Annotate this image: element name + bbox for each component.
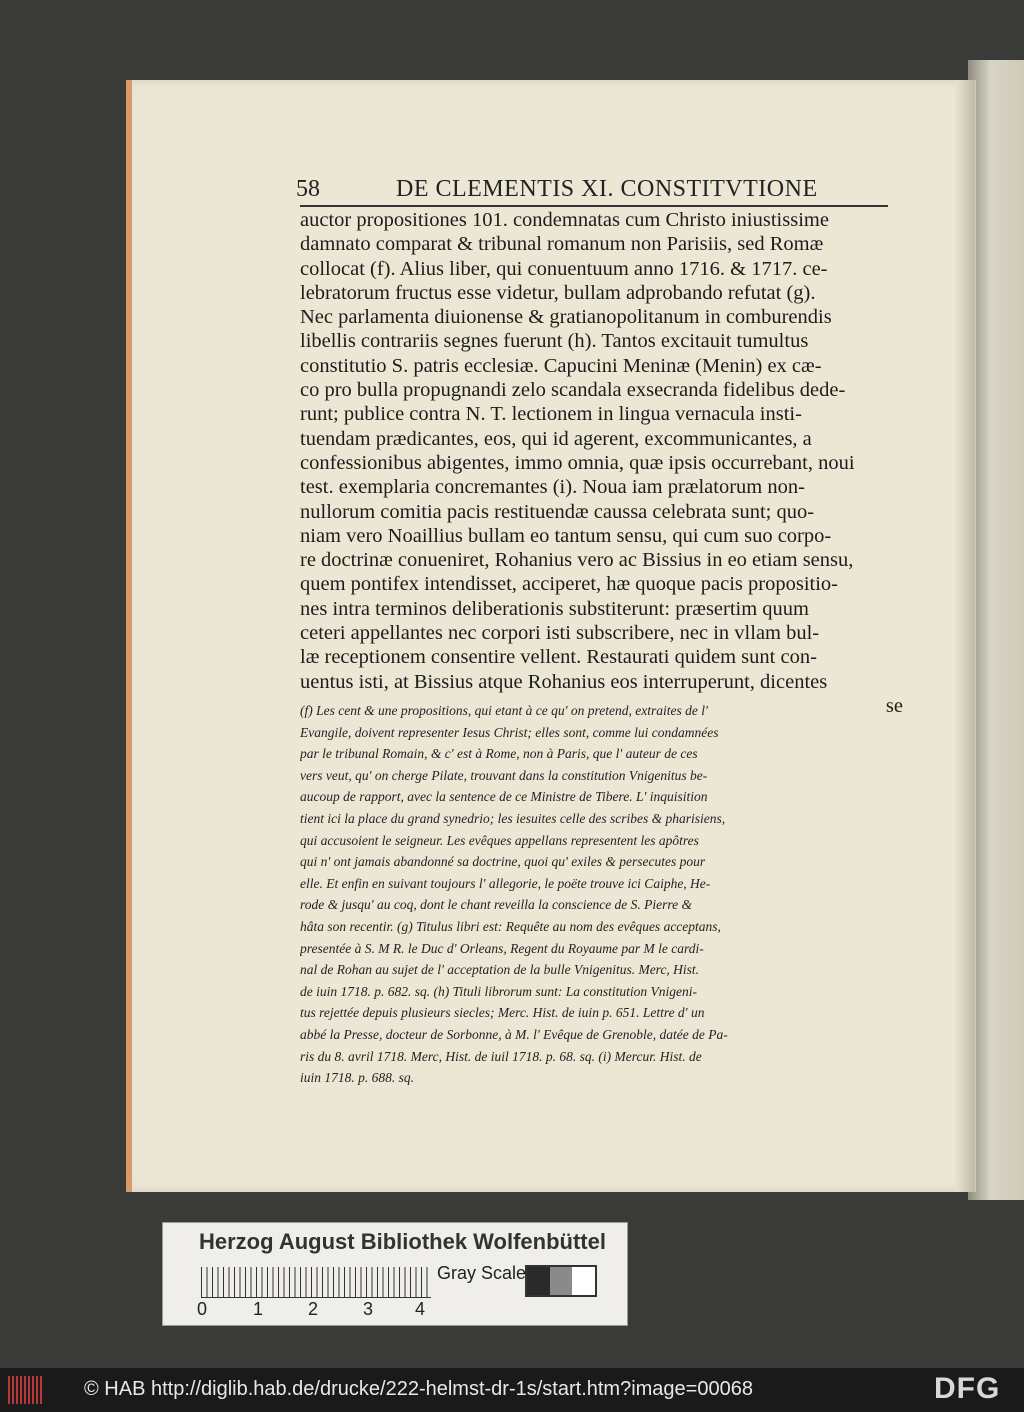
gray-swatch-white (572, 1267, 595, 1295)
text-line: nullorum comitia pacis restituendæ caussa celebrata sunt; quo- (300, 500, 815, 523)
footnote-line: rode & jusqu' au coq, dont le chant reveilla la conscience de S. Pierre & (300, 897, 693, 913)
gray-swatch-dark (527, 1267, 550, 1295)
footnote-line: tus rejettée depuis plusieurs siecles; Merc. Hist. de iuin p. 651. Lettre d' un (300, 1005, 705, 1021)
text-line: ceteri appellantes nec corpori isti subscribere, nec in vllam bul- (300, 622, 820, 645)
footnote-line: ris du 8. avril 1718. Merc, Hist. de iuil 1718. p. 68. sq. (i) Mercur. Hist. de (300, 1048, 702, 1064)
barcode-icon (8, 1376, 42, 1404)
text-line: runt; publice contra N. T. lectionem in lingua vernacula insti- (300, 403, 802, 426)
footnote-line: iuin 1718. p. 688. sq. (300, 1070, 415, 1086)
text-line: Nec parlamenta diuionense & gratianopolitanum in comburendis (300, 306, 832, 329)
text-line: tuendam prædicantes, eos, qui id agerent, excommunicantes, a (300, 427, 812, 450)
adjacent-page-edge (968, 60, 1024, 1200)
text-line: auctor propositiones 101. condemnatas cum Christo iniustissime (300, 209, 829, 231)
footnote-line: nal de Rohan au sujet de l' acceptation de la bulle Vnigenitus. Merc, Hist. (300, 962, 700, 978)
footnote-line: presentée à S. M R. le Duc d' Orleans, Regent du Royaume par M le cardi- (300, 940, 704, 956)
footnote-line: qui n' ont jamais abandonné sa doctrine, quoi qu' exiles & persecutes pour (300, 854, 706, 870)
footer-bar (0, 1368, 1024, 1412)
running-head-title: DE CLEMENTIS XI. CONSTITVTIONE (396, 176, 818, 202)
dfg-logo: DFG (934, 1372, 1001, 1405)
ruler-number: 0 (197, 1299, 208, 1319)
footnote-line: aucoup de rapport, avec la sentence de ce Ministre de Tibere. L' inquisition (300, 789, 708, 805)
gray-scale-label: Gray Scale (437, 1263, 527, 1283)
running-head (296, 176, 892, 202)
text-line: damnato comparat & tribunal romanum non Parisiis, sed Romæ (300, 233, 824, 256)
footnote-line: (f) Les cent & une propositions, qui etant à ce qu' on pretend, extraites de l' (300, 703, 708, 718)
footnote-line: de iuin 1718. p. 682. sq. (h) Tituli librorum sunt: La constitution Vnigeni- (300, 983, 698, 999)
text-line: libellis contrariis segnes fuerunt (h). Tantos excitauit tumultus (300, 330, 809, 353)
gray-scale-swatches (525, 1265, 597, 1297)
text-line: læ receptionem consentire vellent. Restaurati quidem sunt con- (300, 646, 817, 669)
page-number: 58 (296, 176, 320, 202)
text-line: test. exemplaria concremantes (i). Noua iam prælatorum non- (300, 476, 805, 499)
footnote-line: tient ici la place du grand synedrio; les iesuites celle des scribes & pharisiens, (300, 810, 726, 826)
footnote-line: elle. Et enfin en suivant toujours l' allegorie, le poëte trouve ici Caiphe, He- (300, 875, 711, 891)
text-line: co pro bulla propugnandi zelo scandala exsecranda fidelibus dede- (300, 379, 846, 402)
ruler-scale (201, 1267, 431, 1298)
color-scale-card (162, 1222, 628, 1326)
footnote-line: par le tribunal Romain, & c' est à Rome, non à Paris, que l' auteur de ces (300, 746, 698, 762)
text-line: quem pontifex intendisset, acciperet, hæ quoque pacis propositio- (300, 573, 838, 596)
footnote-line: qui accusoient le seigneur. Les evêques appellans representent les apôtres (300, 832, 699, 848)
catchword: se (885, 694, 903, 717)
ruler-number: 2 (308, 1299, 319, 1319)
text-line: niam vero Noaillius bullam eo tantum sensu, qui cum suo corpo- (300, 524, 832, 547)
ruler-number: 3 (363, 1299, 374, 1319)
main-text (300, 208, 906, 718)
text-line: lebratorum fructus esse videtur, bullam adprobando refutat (g). (300, 281, 816, 304)
header-rule (300, 205, 888, 207)
footnote-line: Evangile, doivent representer Iesus Christ; elles sont, comme lui condamnées (300, 724, 719, 740)
text-line: confessionibus abigentes, immo omnia, quæ ipsis occurrebant, noui (300, 451, 855, 474)
page-gutter-shadow (955, 80, 975, 1192)
footnotes (300, 700, 910, 1089)
text-line: uentus isti, at Bissius atque Rohanius eos interruperunt, dicentes (300, 670, 828, 693)
library-name: Herzog August Bibliothek Wolfenbüttel (199, 1229, 606, 1254)
text-line: collocat (f). Alius liber, qui conuentuum anno 1716. & 1717. ce- (300, 257, 828, 280)
footnote-line: hâta son recentir. (g) Titulus libri est: Requête au nom des evêques acceptans, (300, 918, 721, 934)
text-line: nes intra terminos deliberationis substiterunt: præsertim quum (300, 597, 810, 620)
copyright-url[interactable]: © HAB http://diglib.hab.de/drucke/222-helmst-dr-1s/start.htm?image=00068 (84, 1378, 753, 1400)
ruler-number: 1 (253, 1299, 264, 1319)
gray-swatch-mid (550, 1267, 573, 1295)
text-line: re doctrinæ conueniret, Rohanius vero ac Bissius in eo etiam sensu, (300, 549, 854, 572)
footnote-line: abbé la Presse, docteur de Sorbonne, à M. l' Evêque de Grenoble, datée de Pa- (300, 1026, 728, 1042)
footnote-line: vers veut, qu' on cherge Pilate, trouvant dans la constitution Vnigenitus be- (300, 767, 708, 783)
text-line: constitutio S. patris ecclesiæ. Capucini Meninæ (Menin) ex cæ- (300, 354, 822, 377)
ruler-number: 4 (415, 1299, 426, 1319)
